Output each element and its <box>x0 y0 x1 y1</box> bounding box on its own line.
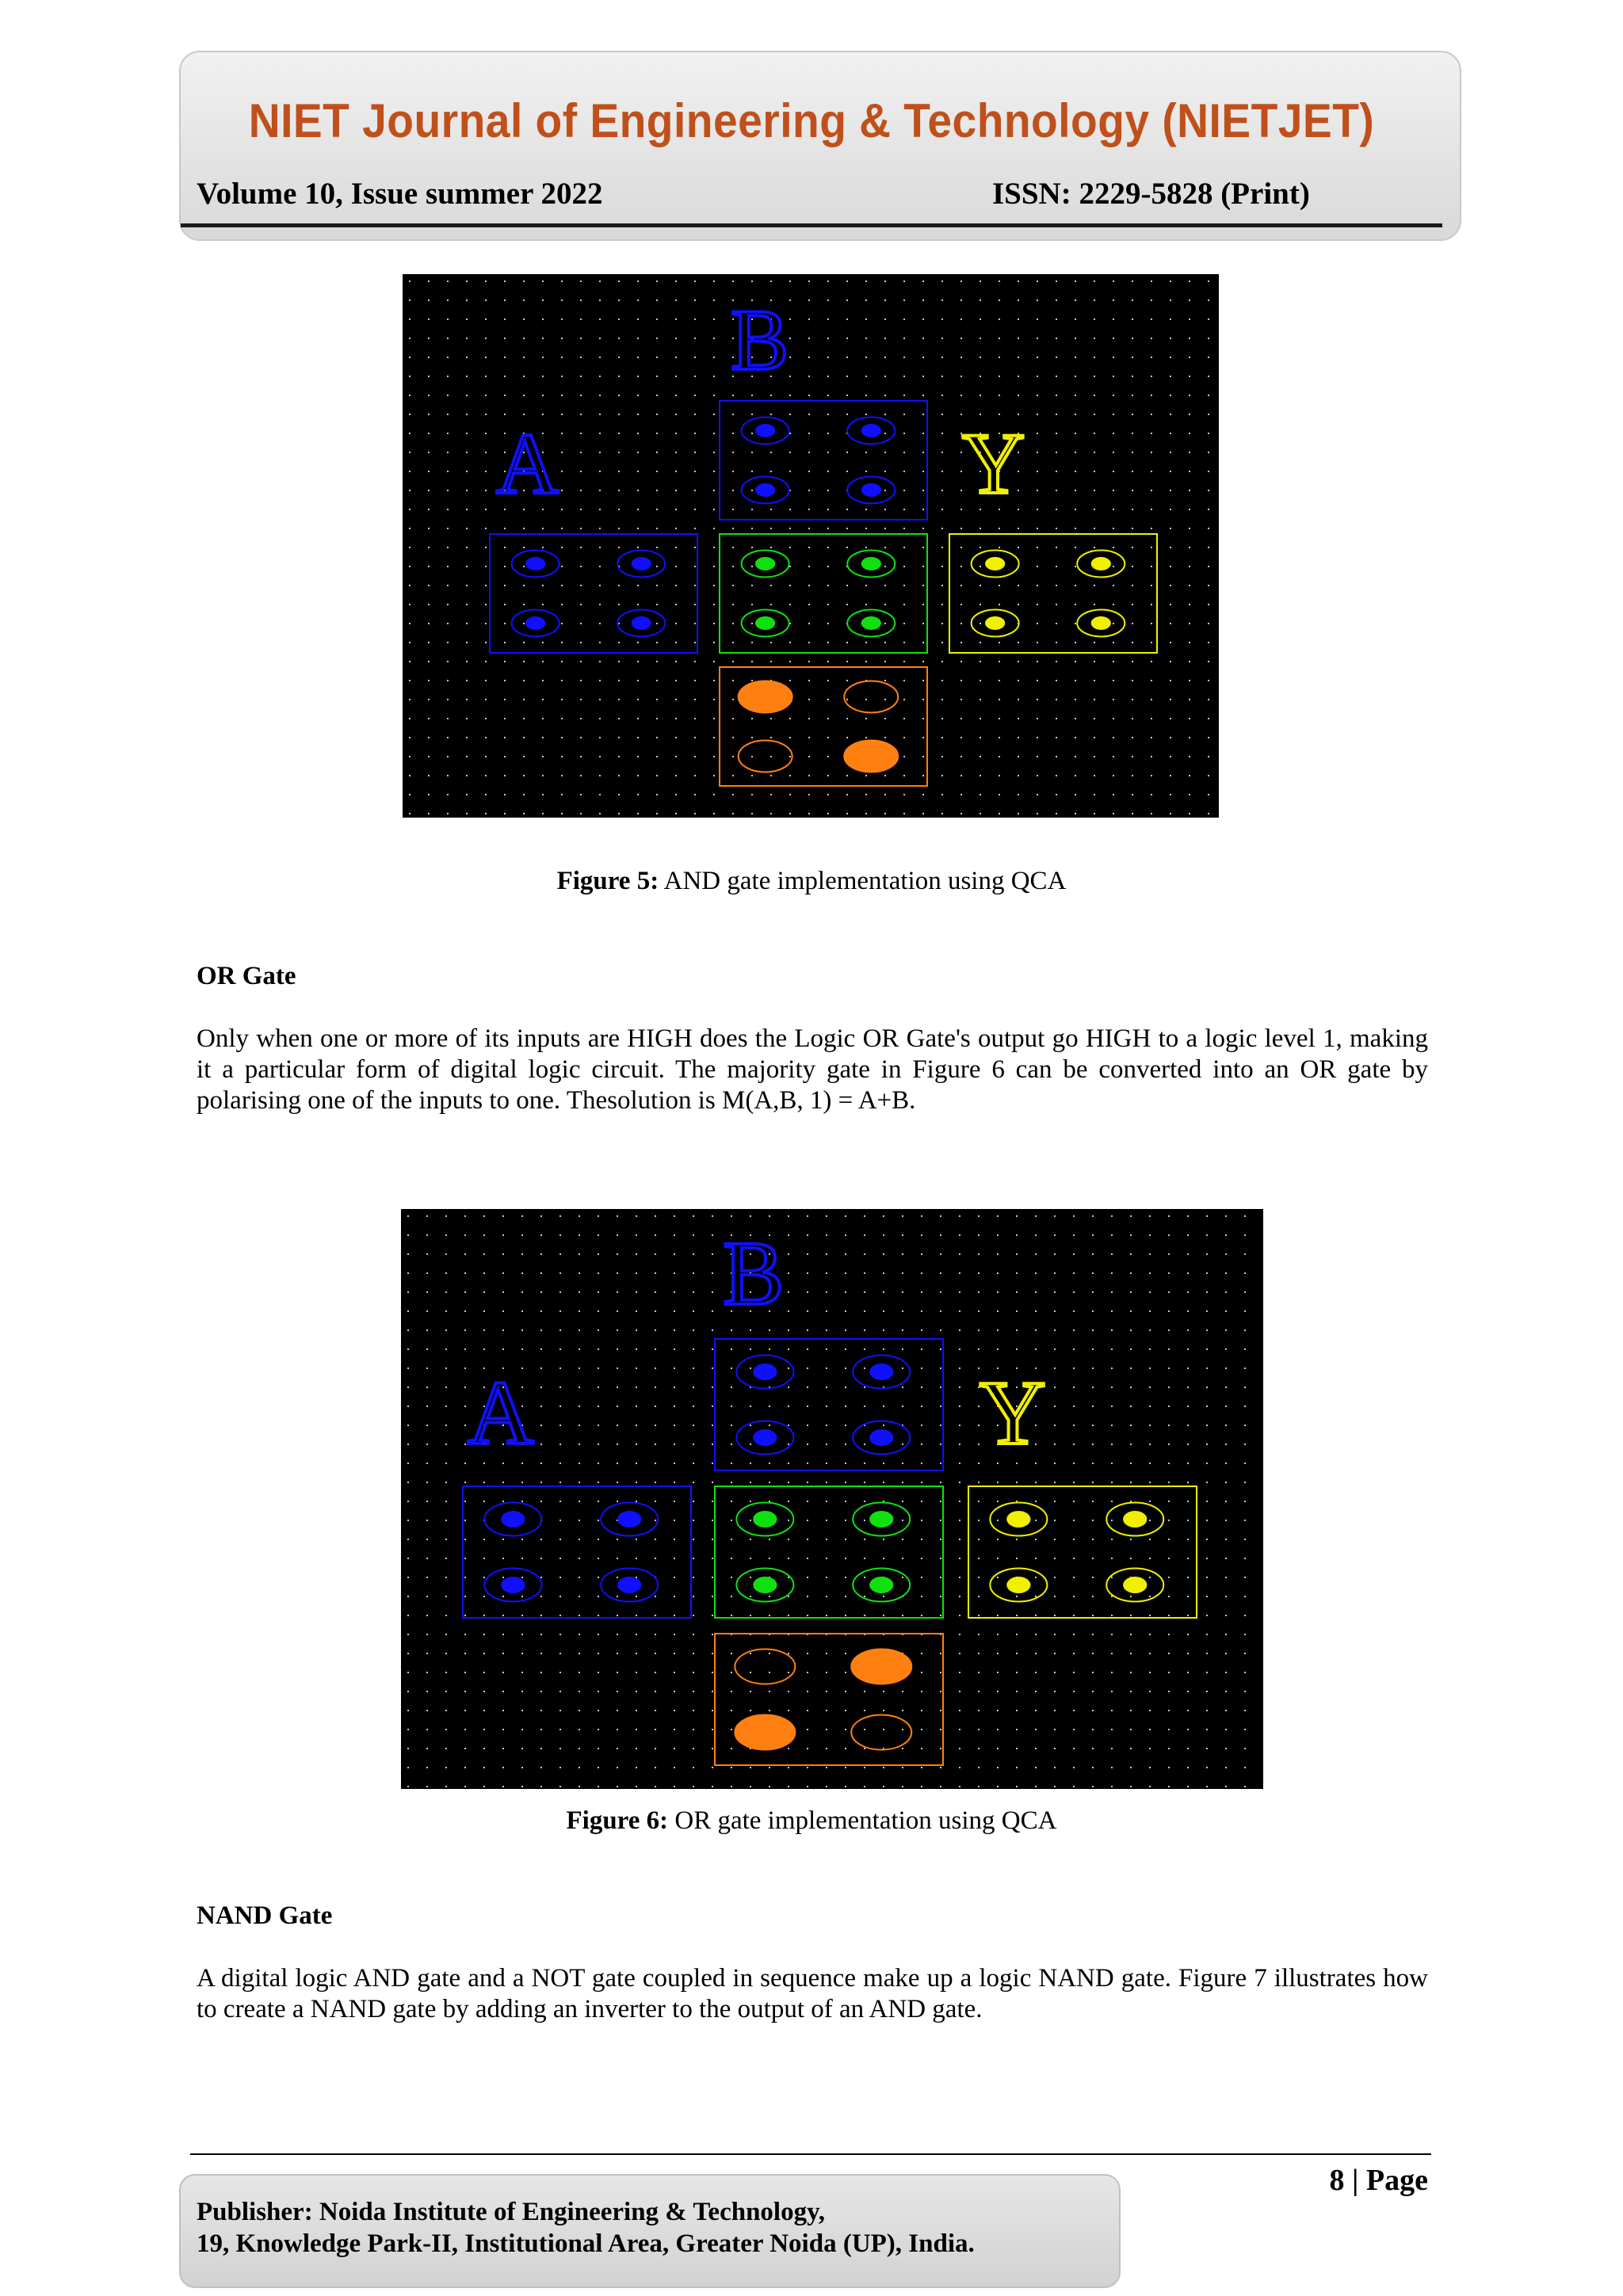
qca-cell-dot <box>753 1577 777 1593</box>
label-a: A <box>496 415 559 512</box>
volume-issue: Volume 10, Issue summer 2022 <box>197 177 603 211</box>
qca-cell-dot <box>869 1363 893 1380</box>
fixed-polarization-cells <box>715 1634 943 1765</box>
output-y-cells <box>968 1486 1197 1618</box>
figure-6-caption <box>0 1806 1623 1836</box>
figure-6-caption-text: OR gate implementation using QCA <box>668 1806 1057 1835</box>
input-a-cells <box>463 1486 691 1618</box>
polarized-cell-empty <box>851 1715 911 1750</box>
qca-cell-dot <box>617 1511 641 1527</box>
input-b-cells <box>715 1339 943 1470</box>
qca-cell-dot <box>869 1429 893 1446</box>
qca-cell-dot <box>1006 1511 1030 1527</box>
figure-6-caption-label: Figure 6: <box>566 1806 669 1835</box>
qca-cell-dot <box>525 616 545 630</box>
majority-cells <box>720 534 927 653</box>
grid-dots <box>407 1215 1246 1787</box>
issn: ISSN: 2229-5828 (Print) <box>992 177 1310 211</box>
output-y-cells-frame <box>949 534 1157 653</box>
qca-cell-dot <box>861 424 881 437</box>
publisher-line-2: 19, Knowledge Park-II, Institutional Area, Greater Noida (UP), India. <box>197 2229 975 2258</box>
polarized-cell-filled <box>739 681 792 713</box>
qca-cell-dot <box>861 557 881 570</box>
input-b-cells-frame <box>720 401 927 520</box>
qca-cell-dot <box>1123 1577 1147 1593</box>
qca-cell-dot <box>755 557 775 570</box>
input-b-cells <box>720 401 927 520</box>
qca-layout-and <box>403 274 1219 818</box>
figure-5-caption-label: Figure 5: <box>556 867 659 895</box>
polarized-cell-filled <box>735 1715 795 1750</box>
or-gate-heading: OR Gate <box>197 962 296 990</box>
qca-cell-dot <box>632 557 651 570</box>
page-number: 8 | Page <box>1329 2164 1428 2197</box>
journal-title: NIET Journal of Engineering & Technology (NIETJET) <box>248 94 1375 147</box>
output-y-cells <box>949 534 1157 653</box>
label-b: B <box>731 292 789 388</box>
qca-cell-dot <box>869 1511 893 1527</box>
qca-cell-dot <box>869 1577 893 1593</box>
qca-cell-dot <box>861 483 881 497</box>
majority-cells-frame <box>720 534 927 653</box>
qca-cell-dot <box>1091 557 1111 570</box>
figure-5-caption-text: AND gate implementation using QCA <box>659 867 1067 895</box>
qca-cell-dot <box>632 616 651 630</box>
qca-cell-dot <box>753 1429 777 1446</box>
qca-cell-dot <box>985 616 1005 630</box>
qca-cell-dot <box>753 1511 777 1527</box>
qca-cell-dot <box>861 616 881 630</box>
polarized-cell-filled <box>851 1650 911 1684</box>
polarized-cell-empty <box>739 741 792 772</box>
qca-cell-dot <box>525 557 545 570</box>
footer-divider <box>190 2153 1431 2155</box>
nand-gate-paragraph: A digital logic AND gate and a NOT gate coupled in sequence make up a logic NAND gate. Figure 7 illustrates how to create a NAND gate by adding an inverter to the output of an AND gate. <box>197 1964 1428 2023</box>
input-a-cells <box>490 534 697 653</box>
input-a-cells-frame <box>490 534 697 653</box>
qca-cell-dot <box>755 483 775 497</box>
polarized-cell-empty <box>735 1650 795 1684</box>
nand-gate-heading: NAND Gate <box>197 1901 333 1930</box>
polarized-cell-empty <box>844 681 898 713</box>
qca-cell-dot <box>1091 616 1111 630</box>
label-y: Y <box>962 415 1025 512</box>
majority-cells <box>715 1486 943 1618</box>
qca-cell-dot <box>755 424 775 437</box>
label-a: A <box>468 1363 534 1464</box>
grid-dots <box>409 280 1209 814</box>
qca-cell-dot <box>755 616 775 630</box>
label-b: B <box>723 1223 785 1325</box>
qca-layout-or <box>401 1209 1263 1789</box>
figure-5-and-gate-qca <box>403 274 1219 818</box>
figure-6-or-gate-qca <box>401 1209 1263 1789</box>
qca-cell-dot <box>753 1363 777 1380</box>
qca-cell-dot <box>985 557 1005 570</box>
or-gate-paragraph: Only when one or more of its inputs are HIGH does the Logic OR Gate's output go HIGH to a logic level 1, making it a particular form of digital logic circuit. The majority gate in Figure 6 can be converted into an OR gate by polarising one of the inputs to one. Thesolution is M(A,B, 1) = A+B. <box>197 1024 1428 1115</box>
qca-cell-dot <box>1123 1511 1147 1527</box>
figure-5-caption <box>0 867 1623 896</box>
qca-cell-dot <box>1006 1577 1030 1593</box>
polarized-cell-filled <box>844 741 898 772</box>
fixed-polarization-cells <box>720 667 927 786</box>
qca-cell-dot <box>617 1577 641 1593</box>
header-divider <box>181 223 1442 227</box>
qca-cell-dot <box>501 1577 525 1593</box>
publisher-line-1: Publisher: Noida Institute of Engineering & Technology, <box>197 2198 826 2226</box>
label-y: Y <box>980 1363 1046 1464</box>
qca-cell-dot <box>501 1511 525 1527</box>
